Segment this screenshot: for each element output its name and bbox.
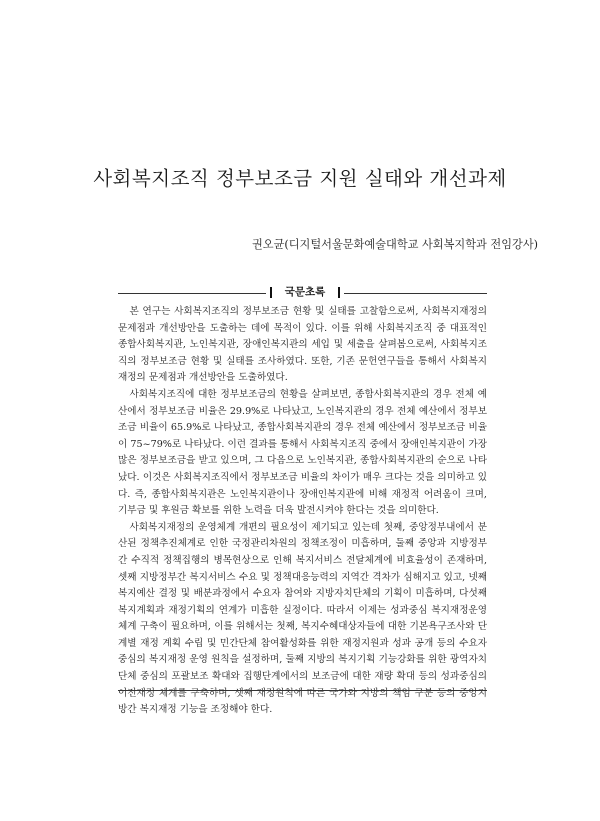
abstract-body [118,304,487,719]
abstract-heading: 국문초록 [266,285,344,300]
author-affiliation: 권오균(디지털서울문화예술대학교 사회복지학과 전임강사) [251,238,538,251]
paper-title: 사회복지조직 정부보조금 지원 실태와 개선과제 [93,167,507,191]
abstract-paragraph-1: 본 연구는 사회복지조직의 정부보조금 현황 및 실태를 고찰함으로써, 사회복지재정의 문제점과 개선방안을 도출하는 데에 목적이 있다. 이를 위해 사회복지조직 중 대표적인 종합사회복지관, 노인복지관, 장애인복지관의 세입 및 세출을 살펴봄으로써, 사회복지조직의 정부보조금 현황 및 실태를 조사하였다. 또한, 기존 문헌연구들을 통해서 사회복지재정의 문제점과 개선방안을 도출하였다. [118,306,487,384]
abstract-paragraph-3: 사회복지재정의 운영체계 개편의 필요성이 제기되고 있는데 첫째, 중앙정부내에서 분산된 정책추진체계로 인한 국정관리차원의 정책조정이 미흡하며, 둘째 중앙과 지방정부간 수직적 정책집행의 병목현상으로 인해 복지서비스 전달체계에 비효율성이 존재하며, 셋째 지방정부간 복지서비스 수요 및 정책대응능력의 지역간 격차가 심해지고 있고, 넷째 복지예산 결정 및 배분과정에서 수요자 참여와 지방자치단체의 기획이 미흡하며, 다섯째 복지계획과 재정기획의 연계가 미흡한 실정이다. 따라서 이제는 성과중심 복지재정운영체계 구축이 필요하며, 이를 위해서는 첫째, 복지수혜대상자들에 대한 기본욕구조사와 단계별 재정 계획 수립 및 민간단체 참여활성화를 위한 재정지원과 성과 공개 등의 수요자 중심의 복지재정 운영 원칙을 설정하며, 둘째 지방의 복지기획 기능강화를 위한 광역자치단체 중심의 포괄보조 확대와 집행단계에서의 보조금에 대한 재량 확대 등의 성과중심의 이전재정 체계를 구축하며, 셋째 재정원칙에 따른 국가와 지방의 책임 구분 등의 중앙지방간 복지재정 기능을 조정해야 한다. [118,521,487,716]
abstract-bottom-rule [118,690,487,691]
abstract-paragraph-2: 사회복지조직에 대한 정부보조금의 현황을 살펴보면, 종합사회복지관의 경우 전체 예산에서 정부보조금 비율은 29.9%로 나타났고, 노인복지관의 경우 전체 예산에서 정부보조금 비율이 65.9%로 나타났고, 종합사회복지관의 경우 전체 예산에서 정부보조금 비율이 75~79%로 나타났다. 이런 결과를 통해서 사회복지조직 중에서 장애인복지관이 가장 많은 정부보조금을 받고 있으며, 그 다음으로 노인복지관, 종합사회복지관의 순으로 나타났다. 이것은 사회복지조직에서 정부보조금 비율의 차이가 매우 크다는 것을 의미하고 있다. 즉, 종합사회복지관은 노인복지관이나 장애인복지관에 비해 재정적 어려움이 크며, 기부금 및 후원금 확보를 위한 노력을 더욱 발전시켜야 한다는 것을 의미한다. [118,388,487,517]
